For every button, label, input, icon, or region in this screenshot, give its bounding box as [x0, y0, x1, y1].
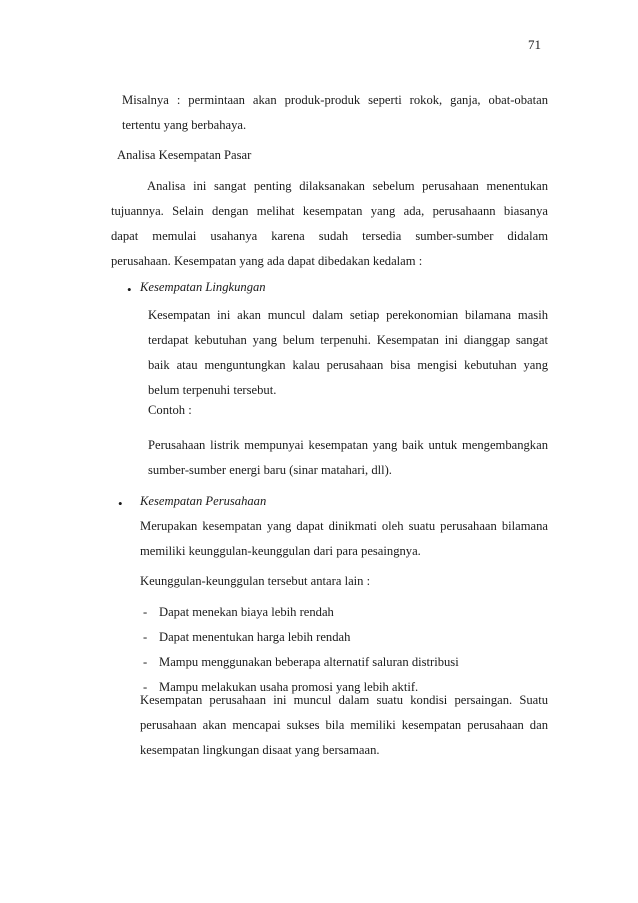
list-item: [143, 650, 548, 675]
text-line: tertentu yang berbahaya.: [122, 118, 247, 132]
bullet-icon: •: [118, 496, 123, 511]
text-line: kesempatan lingkungan disaat yang bersamaan.: [140, 743, 380, 757]
list-item-text: Dapat menentukan harga lebih rendah: [159, 630, 351, 644]
text-line: tujuannya. Selain dengan melihat kesempatan yang ada, perusahaann biasanya: [111, 204, 548, 218]
list-item: [143, 625, 548, 650]
perusahaan-title: [140, 489, 577, 514]
contoh-paragraph: [148, 433, 548, 483]
lingkungan-paragraph: [148, 303, 548, 403]
list-item: [143, 600, 548, 625]
list-item-text: Mampu menggunakan beberapa alternatif saluran distribusi: [159, 655, 459, 669]
text-line: terdapat kebutuhan yang belum terpenuhi. Kesempatan ini dianggap sangat: [148, 333, 548, 347]
heading-text: Analisa Kesempatan Pasar: [117, 148, 252, 162]
contoh-text: Contoh :: [148, 403, 192, 417]
dash-marker: -: [143, 680, 148, 694]
subsection-title: Kesempatan Lingkungan: [140, 280, 266, 294]
lingkungan-title: [140, 275, 577, 300]
dash-marker: -: [143, 655, 148, 669]
list-item-text: Mampu melakukan usaha promosi yang lebih aktif.: [159, 680, 419, 694]
bullet-icon: •: [127, 282, 132, 297]
text-line: perusahaan. Kesempatan yang ada dapat dibedakan kedalam :: [111, 254, 423, 268]
analysis-paragraph: [111, 174, 548, 274]
text-line: dapat memulai usahanya karena sudah tersedia sumber-sumber didalam: [111, 229, 548, 243]
text-line: Merupakan kesempatan yang dapat dinikmati oleh suatu perusahaan bilamana: [140, 519, 548, 533]
keunggulan-list: [143, 600, 548, 700]
text-line: perusahaan akan mencapai sukses bila memiliki kesempatan perusahaan dan: [140, 718, 548, 732]
text-line: Analisa ini sangat penting dilaksanakan sebelum perusahaan menentukan: [147, 179, 548, 193]
keunggulan-intro: [140, 569, 577, 594]
text-line: sumber-sumber energi baru (sinar matahari, dll).: [148, 463, 392, 477]
text-line: baik atau menguntungkan kalau perusahaan bisa mengisi kebutuhan yang: [148, 358, 548, 372]
text-line: Perusahaan listrik mempunyai kesempatan yang baik untuk mengembangkan: [148, 438, 548, 452]
text-line: Kesempatan ini akan muncul dalam setiap perekonomian bilamana masih: [148, 308, 548, 322]
keunggulan-text: Keunggulan-keunggulan tersebut antara lain :: [140, 574, 371, 588]
text-line: belum terpenuhi tersebut.: [148, 383, 277, 397]
perusahaan-paragraph: [140, 514, 548, 564]
list-item-text: Dapat menekan biaya lebih rendah: [159, 605, 334, 619]
dash-marker: -: [143, 630, 148, 644]
subsection-title: Kesempatan Perusahaan: [140, 494, 267, 508]
contoh-label: [148, 398, 585, 423]
dash-marker: -: [143, 605, 148, 619]
intro-paragraph: [122, 88, 548, 138]
text-line: Misalnya : permintaan akan produk-produk seperti rokok, ganja, obat-obatan: [122, 93, 548, 107]
closing-paragraph: [140, 688, 548, 763]
text-line: Kesempatan perusahaan ini muncul dalam suatu kondisi persaingan. Suatu: [140, 693, 548, 707]
section-heading: [117, 143, 554, 168]
page-number: 71: [528, 37, 541, 52]
text-line: memiliki keunggulan-keunggulan dari para pesaingnya.: [140, 544, 421, 558]
